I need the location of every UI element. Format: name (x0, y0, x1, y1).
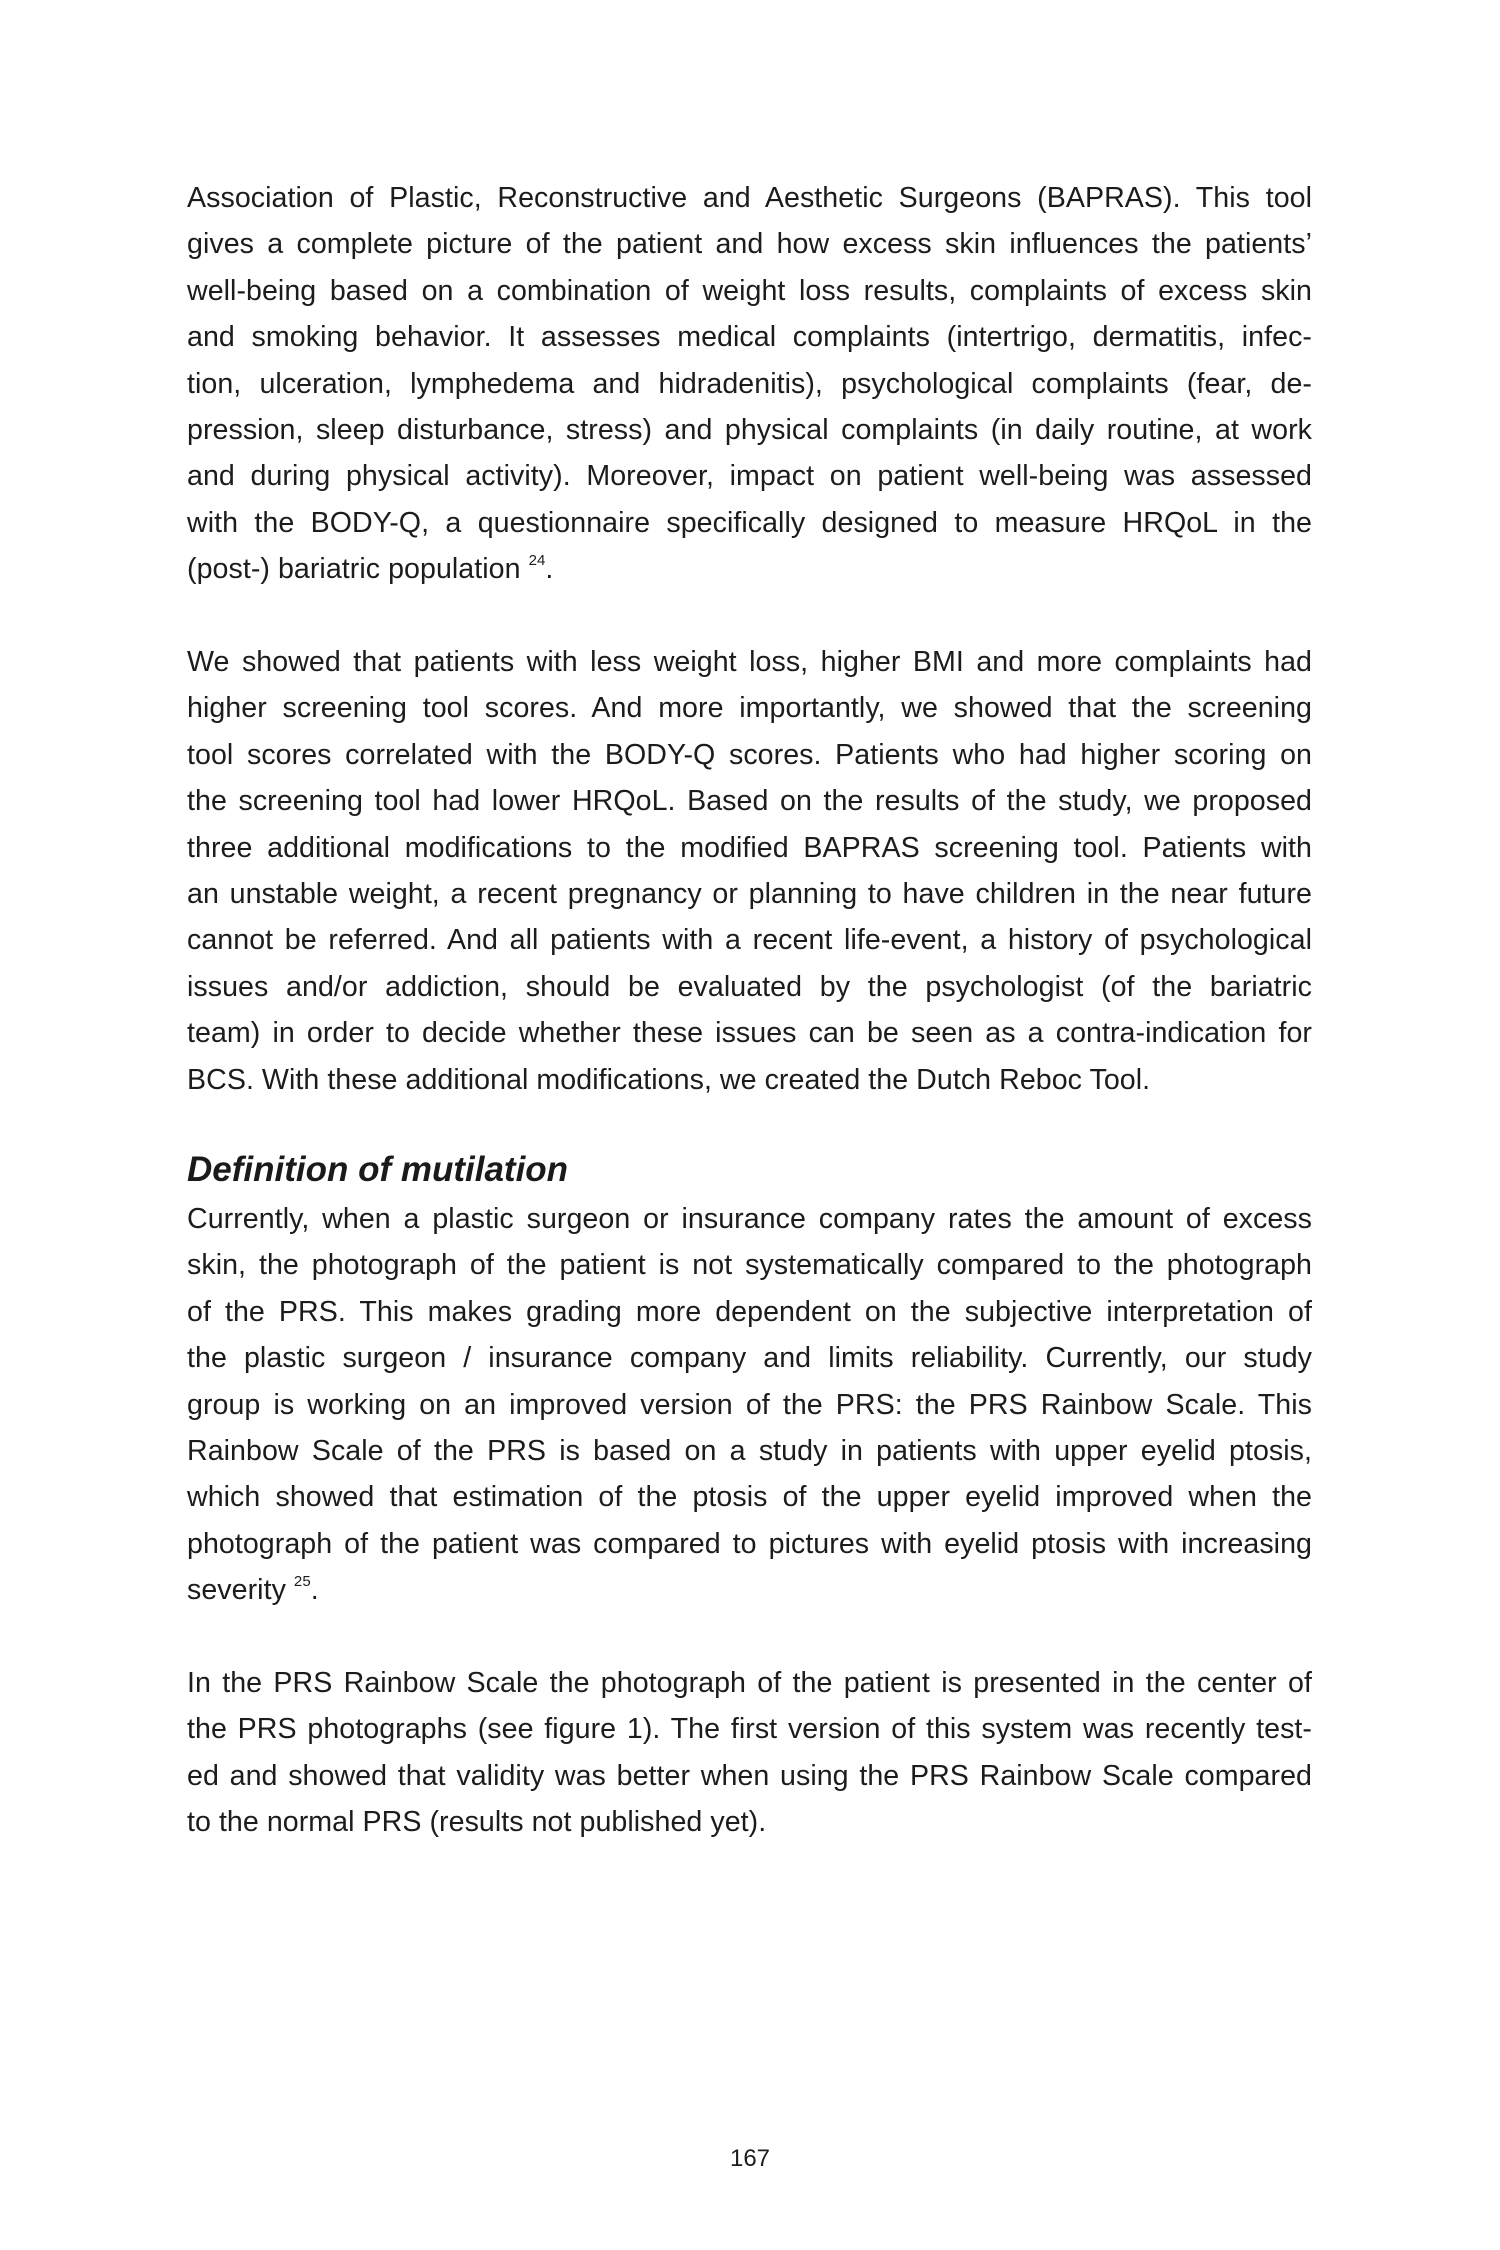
text-line: photograph of the patient was compared to pictures with eyelid ptosis with increasing (187, 1527, 1312, 1560)
text-line: skin, the photograph of the patient is not systematically compared to the photograph (187, 1249, 1312, 1282)
text-line-with-citation (187, 1567, 1312, 1613)
text-line: team) in order to decide whether these issues can be seen as a contra-indication for (187, 1017, 1312, 1050)
text-line-with-citation (187, 546, 1312, 592)
text-line: the plastic surgeon / insurance company and limits reliability. Currently, our study (187, 1342, 1312, 1375)
text-line: group is working on an improved version of the PRS: the PRS Rainbow Scale. This (187, 1388, 1312, 1421)
text-line: Association of Plastic, Reconstructive and Aesthetic Surgeons (BAPRAS). This tool (187, 182, 1312, 214)
text-line: Rainbow Scale of the PRS is based on a study in patients with upper eyelid ptosis, (187, 1434, 1312, 1467)
text-line: gives a complete picture of the patient and how excess skin influences the patients’ (187, 228, 1312, 261)
text-line: the screening tool had lower HRQoL. Based on the results of the study, we proposed (187, 785, 1312, 818)
text-line: three additional modifications to the modified BAPRAS screening tool. Patients with (187, 831, 1312, 864)
text-line: to the normal PRS (results not published yet). (187, 1806, 767, 1839)
text-line: BCS. With these additional modifications, we created the Dutch Reboc Tool. (187, 1063, 1151, 1096)
text-line: and during physical activity). Moreover, impact on patient well-being was assessed (187, 460, 1312, 493)
text-line: (post-) bariatric population (187, 553, 521, 586)
text-line: severity (187, 1574, 286, 1607)
sentence-end: . (310, 1574, 319, 1607)
page-number: 167 (729, 2145, 771, 2172)
text-line: tool scores correlated with the BODY-Q scores. Patients who had higher scoring on (187, 738, 1312, 771)
section-heading: Definition of mutilation (187, 1150, 569, 1189)
text-line: pression, sleep disturbance, stress) and physical complaints (in daily routine, at work (187, 413, 1312, 446)
paragraph-bapras-tool (187, 175, 1312, 593)
sentence-end: . (545, 553, 554, 586)
paragraph-study-results (187, 639, 1312, 1103)
text-line: and smoking behavior. It assesses medical complaints (intertrigo, dermatitis, infec- (187, 321, 1312, 354)
text-line: Currently, when a plastic surgeon or insurance company rates the amount of excess (187, 1203, 1312, 1235)
paragraph-prs-rainbow-scale (187, 1660, 1312, 1846)
citation-reference[interactable]: 24 (528, 552, 546, 570)
text-line: well-being based on a combination of weight loss results, complaints of excess skin (187, 274, 1312, 307)
citation-reference[interactable]: 25 (293, 1573, 311, 1591)
text-line: the PRS photographs (see figure 1). The first version of this system was recently test- (187, 1713, 1312, 1746)
text-line: an unstable weight, a recent pregnancy or planning to have children in the near future (187, 877, 1312, 910)
text-line: ed and showed that validity was better when using the PRS Rainbow Scale compared (187, 1759, 1312, 1792)
text-line: of the PRS. This makes grading more dependent on the subjective interpretation of (187, 1295, 1312, 1328)
text-line: higher screening tool scores. And more importantly, we showed that the screening (187, 692, 1312, 725)
text-line: We showed that patients with less weight loss, higher BMI and more complaints had (187, 646, 1312, 678)
text-line: tion, ulceration, lymphedema and hidradenitis), psychological complaints (fear, de- (187, 367, 1312, 400)
text-line: which showed that estimation of the ptosis of the upper eyelid improved when the (187, 1481, 1312, 1514)
text-line: cannot be referred. And all patients with a recent life-event, a history of psychological (187, 924, 1312, 957)
paragraph-definition-of-mutilation (187, 1196, 1312, 1614)
text-line: with the BODY-Q, a questionnaire specifically designed to measure HRQoL in the (187, 506, 1312, 539)
text-line: In the PRS Rainbow Scale the photograph of the patient is presented in the center of (187, 1667, 1312, 1699)
text-line: issues and/or addiction, should be evaluated by the psychologist (of the bariatric (187, 970, 1312, 1003)
